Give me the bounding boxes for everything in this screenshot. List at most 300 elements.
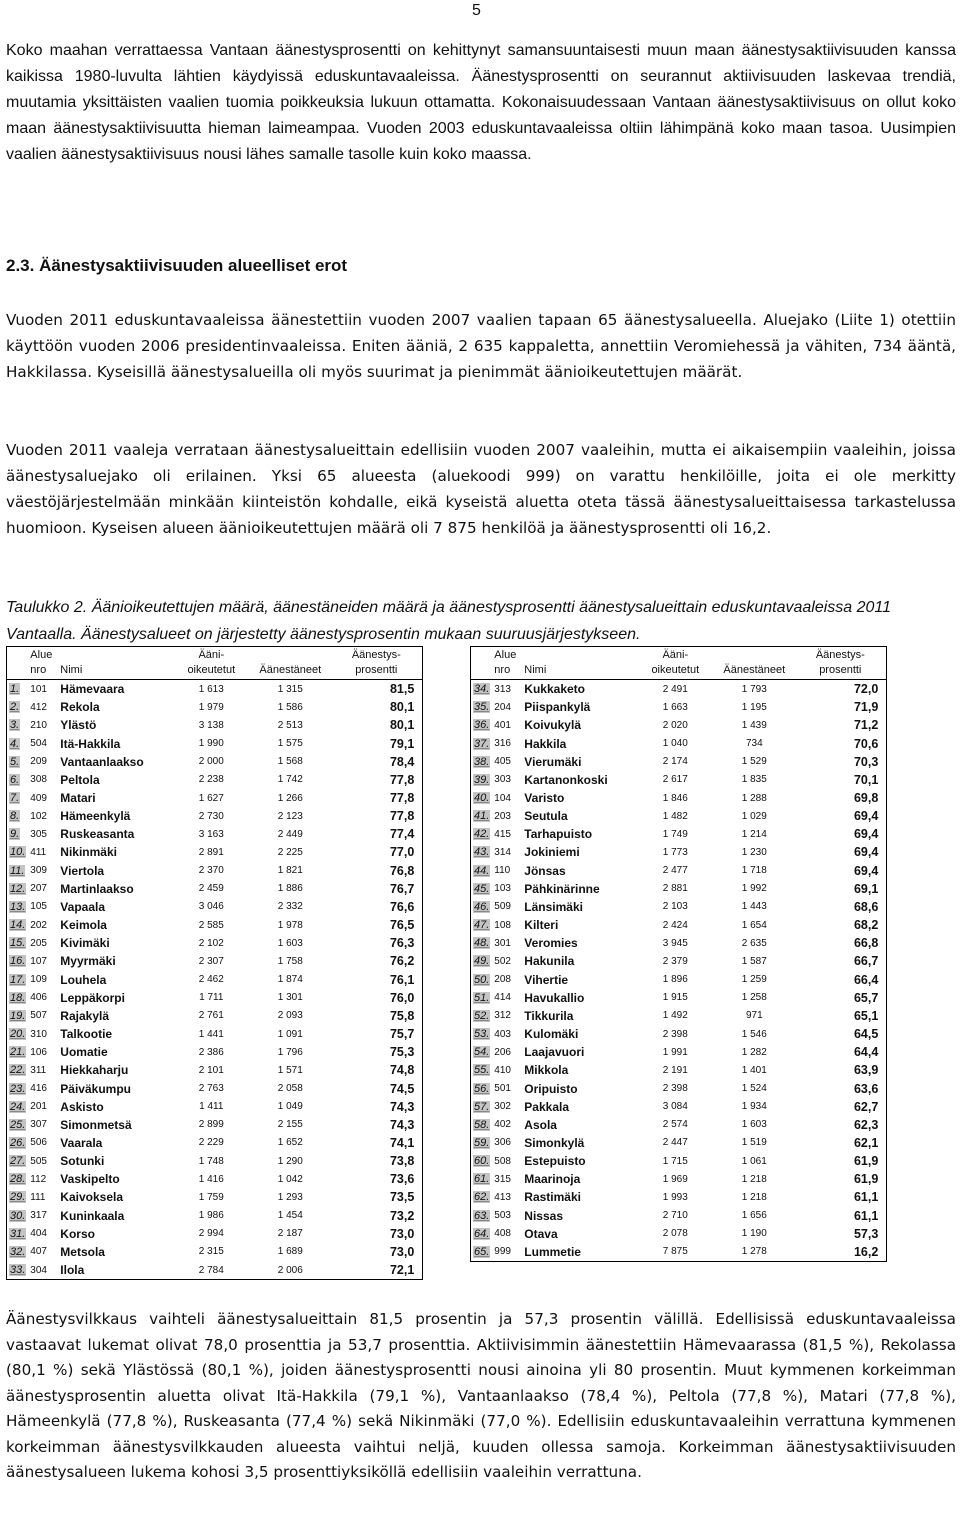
area-name-cell: Hämevaara: [60, 682, 125, 697]
area-code-cell: 413: [494, 1191, 511, 1203]
area-name-cell: Peltola: [60, 772, 100, 787]
area-name-cell: Varisto: [524, 791, 565, 806]
area-code-cell: 402: [494, 1119, 511, 1131]
rank-cell: 28.: [10, 1173, 26, 1186]
area-name-cell: Asola: [524, 1117, 557, 1132]
table-row: [7, 716, 423, 734]
voters-cell: 1 278: [741, 1246, 767, 1258]
turnout-cell: 74,1: [389, 1135, 415, 1150]
turnout-cell: 68,2: [853, 918, 879, 933]
table-row: [471, 734, 887, 752]
area-paragraph: Vuoden 2011 eduskuntavaaleissa äänestettiin vuoden 2007 vaalien tapaan 65 äänestysalueella. Aluejako (Liite 1) otettiin käyttöön vuoden 2006 presidentinvaaleissa. Eniten ääniä, 2 635 kappaletta, annettiin Veromiehessä ja vähiten, 734 ääntä, Hakkilassa. Kyseisillä äänestysalueilla oli myös suurimat ja pienimmät äänioikeutettujen määrät.: [6, 311, 956, 381]
voters-cell: 1 796: [277, 1046, 303, 1058]
rank-cell: 43.: [474, 846, 490, 859]
voters-cell: 1 315: [277, 683, 303, 695]
table-row: [471, 1134, 887, 1152]
voters-cell: 2 449: [277, 828, 303, 840]
table-row: [471, 952, 887, 970]
table-row: [7, 843, 423, 861]
turnout-cell: 72,0: [853, 682, 879, 697]
area-code-cell: 317: [30, 1210, 47, 1222]
turnout-cell: 69,8: [853, 791, 879, 806]
rank-cell: 2.: [10, 701, 20, 714]
area-name-cell: Matari: [60, 791, 96, 806]
rank-cell: 27.: [10, 1155, 26, 1168]
eligible-voters-cell: 2 730: [198, 810, 224, 822]
eligible-voters-cell: 2 459: [198, 883, 224, 895]
area-code-cell: 401: [494, 719, 511, 731]
table-row: [7, 734, 423, 752]
turnout-cell: 64,4: [853, 1045, 879, 1060]
area-code-cell: 312: [494, 1010, 511, 1022]
area-name-cell: Ylästö: [60, 718, 97, 733]
area-code-cell: 210: [30, 719, 47, 731]
eligible-voters-cell: 1 993: [662, 1191, 688, 1203]
eligible-voters-cell: 2 229: [198, 1137, 224, 1149]
area-name-cell: Kaivoksela: [60, 1190, 124, 1205]
eligible-voters-cell: 2 617: [662, 774, 688, 786]
turnout-cell: 76,6: [389, 899, 415, 914]
rank-cell: 54.: [474, 1046, 490, 1059]
area-code-cell: 209: [30, 756, 47, 768]
voters-cell: 734: [745, 738, 763, 750]
rank-cell: 57.: [474, 1100, 490, 1113]
rank-cell: 5.: [10, 755, 20, 768]
turnout-cell: 77,8: [389, 772, 415, 787]
area-name-cell: Kivimäki: [60, 936, 110, 951]
area-name-cell: Estepuisto: [524, 1154, 586, 1169]
turnout-cell: 70,1: [853, 772, 879, 787]
table-row: [471, 716, 887, 734]
voters-cell: 1 029: [741, 810, 767, 822]
voters-cell: 1 529: [741, 756, 767, 768]
table-row: [471, 1007, 887, 1025]
table-row: [7, 1225, 423, 1243]
area-name-cell: Otava: [524, 1226, 558, 1241]
rank-cell: 45.: [474, 882, 490, 895]
table-row: [471, 1152, 887, 1170]
voters-cell: 2 123: [277, 810, 303, 822]
rank-cell: 34.: [474, 683, 490, 696]
turnout-cell: 70,3: [853, 754, 879, 769]
rank-cell: 61.: [474, 1173, 490, 1186]
area-name-cell: Ruskeasanta: [60, 827, 135, 842]
area-code-cell: 414: [494, 992, 511, 1004]
voters-cell: 1 587: [741, 955, 767, 967]
eligible-voters-cell: 1 416: [198, 1173, 224, 1185]
rank-cell: 60.: [474, 1155, 490, 1168]
area-name-cell: Kulomäki: [524, 1027, 579, 1042]
voters-cell: 1 454: [277, 1210, 303, 1222]
table-row: [471, 843, 887, 861]
area-code-cell: 205: [30, 937, 47, 949]
turnout-cell: 66,4: [853, 972, 879, 987]
area-name-cell: Hakkila: [524, 736, 567, 751]
header-oikeutetut: oikeutetut: [172, 662, 250, 680]
table-row: [471, 1116, 887, 1134]
table-row: [471, 1243, 887, 1262]
area-name-cell: Simonmetsä: [60, 1117, 132, 1132]
rank-cell: 39.: [474, 773, 490, 786]
area-code-cell: 103: [494, 883, 511, 895]
turnout-cell: 64,5: [853, 1027, 879, 1042]
eligible-voters-cell: 1 846: [662, 792, 688, 804]
table-row: [7, 1007, 423, 1025]
rank-cell: 62.: [474, 1191, 490, 1204]
voters-cell: 1 603: [741, 1119, 767, 1131]
table-row: [471, 1061, 887, 1079]
table-row: [471, 1170, 887, 1188]
area-code-cell: 404: [30, 1228, 47, 1240]
eligible-voters-cell: 2 462: [198, 974, 224, 986]
area-name-cell: Hämeenkylä: [60, 809, 131, 824]
eligible-voters-cell: 1 411: [199, 1101, 224, 1113]
results-table-right: [470, 646, 887, 1262]
area-code-cell: 307: [30, 1119, 47, 1131]
area-code-cell: 304: [30, 1264, 47, 1276]
area-name-cell: Seutula: [524, 809, 568, 824]
rank-cell: 21.: [10, 1046, 26, 1059]
turnout-cell: 77,4: [389, 827, 415, 842]
table-row: [7, 1025, 423, 1043]
area-code-cell: 111: [30, 1191, 46, 1203]
area-code-cell: 509: [494, 901, 511, 913]
area-code-cell: 313: [494, 683, 511, 695]
turnout-cell: 78,4: [389, 754, 415, 769]
rank-cell: 47.: [474, 919, 490, 932]
area-code-cell: 310: [30, 1028, 47, 1040]
eligible-voters-cell: 2 398: [662, 1083, 688, 1095]
rank-cell: 63.: [474, 1209, 490, 1222]
area-code-cell: 306: [494, 1137, 511, 1149]
eligible-voters-cell: 2 477: [662, 865, 688, 877]
table-row: [7, 789, 423, 807]
table-row: [7, 971, 423, 989]
area-code-cell: 102: [30, 810, 47, 822]
area-name-cell: Vantaanlaakso: [60, 754, 144, 769]
section-heading: 2.3. Äänestysaktiivisuuden alueelliset erot: [6, 256, 348, 275]
rank-cell: 48.: [474, 937, 490, 950]
area-name-cell: Lummetie: [524, 1244, 581, 1259]
voters-cell: 2 187: [277, 1228, 303, 1240]
area-code-cell: 203: [494, 810, 511, 822]
eligible-voters-cell: 3 046: [198, 901, 224, 913]
eligible-voters-cell: 3 138: [198, 719, 224, 731]
rank-cell: 16.: [10, 955, 26, 968]
voters-cell: 1 546: [741, 1028, 767, 1040]
rank-cell: 10.: [10, 846, 26, 859]
voters-cell: 1 519: [741, 1137, 767, 1149]
eligible-voters-cell: 2 103: [662, 901, 688, 913]
eligible-voters-cell: 2 238: [198, 774, 224, 786]
voters-cell: 1 934: [741, 1101, 767, 1113]
voters-cell: 1 652: [277, 1137, 303, 1149]
rank-cell: 14.: [10, 919, 26, 932]
turnout-cell: 74,3: [389, 1099, 415, 1114]
summary-paragraph: Äänestysvilkkaus vaihteli äänestysalueittain 81,5 prosentin ja 57,3 prosentin välillä. Edellisissä eduskuntavaaleissa vastaavat lukemat olivat 78,0 prosenttia ja 53,7 prosenttia. Aktiivisimmin äänestettiin Hämevaarassa (81,5 %), Rekolassa (80,1 %) sekä Ylästössä (80,1 %), joiden äänestysprosentti nousi ainoina yli 80 prosentin. Muut kymmenen korkeimman äänestysprosentin aluetta olivat Itä-Hakkila (79,1 %), Vantaanlaakso (78,4 %), Peltola (77,8 %), Matari (77,8 %), Hämeenkylä (77,8 %), Ruskeasanta (77,4 %) sekä Nikinmäki (77,0 %). Edellisiin eduskuntavaaleihin verrattuna kymmenen korkeimman äänestysvilkkauden alueesta vaihtui neljä, kuuden ollessa samoja. Korkeimman äänestysaktiivisuuden äänestysalueen lukema kohosi 3,5 prosenttiyksiköllä edellisiin vaaleihin verrattuna.: [6, 1310, 956, 1481]
turnout-cell: 66,8: [853, 936, 879, 951]
area-name-cell: Itä-Hakkila: [60, 736, 121, 751]
rank-cell: 36.: [474, 719, 490, 732]
voters-cell: 2 513: [277, 719, 303, 731]
area-name-cell: Havukallio: [524, 990, 585, 1005]
area-code-cell: 405: [494, 756, 511, 768]
area-name-cell: Pakkala: [524, 1099, 570, 1114]
table-row: [471, 807, 887, 825]
eligible-voters-cell: 2 174: [662, 756, 688, 768]
area-code-cell: 403: [494, 1028, 511, 1040]
voters-cell: 1 874: [277, 974, 303, 986]
table-row: [471, 698, 887, 716]
rank-cell: 55.: [474, 1064, 490, 1077]
area-name-cell: Tarhapuisto: [524, 827, 593, 842]
eligible-voters-cell: 2 102: [198, 937, 224, 949]
turnout-cell: 63,9: [853, 1063, 879, 1078]
rank-cell: 6.: [10, 773, 20, 786]
area-name-cell: Rekola: [60, 700, 100, 715]
voters-cell: 1 061: [741, 1155, 767, 1167]
table-row: [471, 1043, 887, 1061]
area-code-cell: 315: [494, 1173, 511, 1185]
area-name-cell: Martinlaakso: [60, 881, 134, 896]
table-row: [7, 825, 423, 843]
table-row: [7, 1188, 423, 1206]
turnout-cell: 61,1: [853, 1190, 879, 1205]
rank-cell: 11.: [10, 864, 25, 877]
area-code-cell: 206: [494, 1046, 511, 1058]
table-row: [7, 1134, 423, 1152]
voters-cell: 1 568: [277, 756, 303, 768]
table-row: [7, 698, 423, 716]
voters-cell: 2 006: [277, 1264, 303, 1276]
voters-cell: 1 293: [277, 1191, 303, 1203]
area-code-cell: 112: [30, 1173, 47, 1185]
table-row: [471, 825, 887, 843]
turnout-cell: 16,2: [853, 1244, 879, 1259]
area-code-cell: 204: [494, 701, 511, 713]
voters-cell: 1 401: [741, 1064, 767, 1076]
turnout-cell: 76,5: [389, 918, 415, 933]
eligible-voters-cell: 2 000: [198, 756, 224, 768]
turnout-cell: 69,1: [853, 881, 879, 896]
voters-cell: 1 190: [741, 1228, 767, 1240]
rank-cell: 50.: [474, 973, 490, 986]
voters-cell: 1 443: [741, 901, 767, 913]
rank-cell: 44.: [474, 864, 490, 877]
rank-cell: 30.: [10, 1209, 26, 1222]
area-code-cell: 316: [494, 738, 511, 750]
area-name-cell: Simonkylä: [524, 1135, 585, 1150]
voters-cell: 1 042: [277, 1173, 303, 1185]
eligible-voters-cell: 1 711: [199, 992, 224, 1004]
comparison-paragraph: Vuoden 2011 vaaleja verrataan äänestysalueittain edellisiin vuoden 2007 vaaleihin, mutta ei aikaisempiin vaaleihin, joissa äänestysaluejako oli erilainen. Yksi 65 alueesta (aluekoodi 999) on varattu henkilöille, joita ei ole merkitty väestöjärjestelmään minkään kiinteistön kohdalle, eikä kyseistä aluetta oteta tässä äänestysalueittaisessa tarkastelussa huomioon. Kyseisen alueen äänioikeutettujen määrä oli 7 875 henkilöä ja äänestysprosentti oli 16,2.: [6, 441, 956, 537]
area-code-cell: 314: [494, 846, 511, 858]
eligible-voters-cell: 2 379: [662, 955, 688, 967]
area-code-cell: 505: [30, 1155, 47, 1167]
rank-cell: 52.: [474, 1009, 490, 1022]
table-row: [471, 880, 887, 898]
eligible-voters-cell: 2 881: [662, 883, 688, 895]
area-name-cell: Rastimäki: [524, 1190, 581, 1205]
voters-cell: 1 835: [741, 774, 767, 786]
area-name-cell: Kilteri: [524, 918, 559, 933]
eligible-voters-cell: 2 398: [662, 1028, 688, 1040]
table-row: [471, 971, 887, 989]
turnout-cell: 77,0: [389, 845, 415, 860]
voters-cell: 1 571: [277, 1064, 303, 1076]
rank-cell: 38.: [474, 755, 490, 768]
area-code-cell: 507: [30, 1010, 47, 1022]
voters-cell: 1 214: [741, 828, 767, 840]
table-row: [471, 680, 887, 699]
voters-cell: 1 288: [741, 792, 767, 804]
voters-cell: 1 689: [277, 1246, 303, 1258]
area-code-cell: 109: [30, 974, 47, 986]
turnout-cell: 77,8: [389, 809, 415, 824]
area-code-cell: 411: [30, 846, 47, 858]
eligible-voters-cell: 1 990: [198, 738, 224, 750]
header-nimi: Nimi: [58, 662, 172, 680]
eligible-voters-cell: 2 307: [198, 955, 224, 967]
eligible-voters-cell: 3 945: [662, 937, 688, 949]
rank-cell: 7.: [10, 792, 20, 805]
header-oikeutetut: oikeutetut: [636, 662, 714, 680]
turnout-cell: 76,0: [389, 990, 415, 1005]
voters-cell: 1 218: [741, 1173, 767, 1185]
turnout-cell: 69,4: [853, 845, 879, 860]
table-row: [7, 1207, 423, 1225]
area-name-cell: Kartanonkoski: [524, 772, 608, 787]
voters-cell: 1 230: [741, 846, 767, 858]
turnout-cell: 69,4: [853, 863, 879, 878]
table-row: [7, 680, 423, 699]
turnout-cell: 75,8: [389, 1008, 415, 1023]
table-row: [7, 1152, 423, 1170]
eligible-voters-cell: 1 040: [662, 738, 688, 750]
rank-cell: 25.: [10, 1118, 26, 1131]
header-nimi: Nimi: [522, 662, 636, 680]
turnout-cell: 74,3: [389, 1117, 415, 1132]
eligible-voters-cell: 1 773: [662, 846, 688, 858]
turnout-cell: 57,3: [853, 1226, 879, 1241]
table-row: [7, 771, 423, 789]
eligible-voters-cell: 2 585: [198, 919, 224, 931]
rank-cell: 37.: [474, 737, 490, 750]
turnout-cell: 61,9: [853, 1172, 879, 1187]
header-alue: Alue: [492, 647, 522, 663]
eligible-voters-cell: 1 715: [662, 1155, 688, 1167]
turnout-cell: 75,7: [389, 1027, 415, 1042]
rank-cell: 19.: [10, 1009, 26, 1022]
rank-cell: 64.: [474, 1227, 490, 1240]
rank-cell: 41.: [474, 810, 490, 823]
turnout-cell: 74,5: [389, 1081, 415, 1096]
area-code-cell: 208: [494, 974, 511, 986]
eligible-voters-cell: 1 896: [662, 974, 688, 986]
eligible-voters-cell: 1 663: [662, 701, 688, 713]
header-aanestys: Äänestys-: [330, 647, 423, 663]
area-name-cell: Askisto: [60, 1099, 104, 1114]
eligible-voters-cell: 1 441: [198, 1028, 224, 1040]
turnout-cell: 76,7: [389, 881, 415, 896]
table-row: [7, 1243, 423, 1261]
eligible-voters-cell: 2 447: [662, 1137, 688, 1149]
area-code-cell: 110: [494, 865, 511, 877]
rank-cell: 58.: [474, 1118, 490, 1131]
eligible-voters-cell: 2 191: [662, 1064, 688, 1076]
table-row: [7, 753, 423, 771]
turnout-cell: 61,1: [853, 1208, 879, 1223]
eligible-voters-cell: 2 710: [662, 1210, 688, 1222]
table-row: [471, 934, 887, 952]
voters-cell: 1 718: [741, 865, 767, 877]
table-row: [471, 989, 887, 1007]
table-row: [7, 1079, 423, 1097]
eligible-voters-cell: 2 370: [198, 865, 224, 877]
area-code-cell: 503: [494, 1210, 511, 1222]
rank-cell: 65.: [474, 1245, 490, 1258]
eligible-voters-cell: 2 784: [198, 1264, 224, 1276]
voters-cell: 1 586: [277, 701, 303, 713]
eligible-voters-cell: 3 084: [662, 1101, 688, 1113]
page-number: 5: [472, 2, 481, 19]
rank-cell: 23.: [10, 1082, 26, 1095]
voters-cell: 1 886: [277, 883, 303, 895]
voters-cell: 1 603: [277, 937, 303, 949]
voters-cell: 1 992: [741, 883, 767, 895]
turnout-cell: 71,9: [853, 700, 879, 715]
table-row: [471, 916, 887, 934]
voters-cell: 1 656: [741, 1210, 767, 1222]
rank-cell: 26.: [10, 1136, 26, 1149]
eligible-voters-cell: 1 749: [662, 828, 688, 840]
eligible-voters-cell: 7 875: [662, 1246, 688, 1258]
eligible-voters-cell: 2 424: [662, 919, 688, 931]
area-code-cell: 105: [30, 901, 47, 913]
area-code-cell: 106: [30, 1046, 47, 1058]
area-name-cell: Maarinoja: [524, 1172, 581, 1187]
area-code-cell: 104: [494, 792, 511, 804]
intro-paragraph: Koko maahan verrattaessa Vantaan äänestysprosentti on kehittynyt samansuuntaisesti muun maan äänestysaktiivisuuden kanssa kaikissa 1980-luvulta lähtien käydyissä eduskuntavaaleissa. Äänestysprosentti on seurannut aktiivisuuden laskevaa trendiä, muutamia yksittäisten vaalien tuomia poikkeuksia lukuun ottamatta. Kokonaisuudessaan Vantaan äänestysaktiivisuus on ollut koko maan äänestysaktiivisuutta hieman laimeampaa. Vuoden 2003 eduskuntavaaleissa oltiin lähimpänä koko maan tasoa. Uusimpien vaalien äänestysaktiivisuus nousi lähes samalle tasolle kuin koko maassa.: [6, 42, 956, 163]
voters-cell: 1 575: [277, 738, 303, 750]
area-name-cell: Mikkola: [524, 1063, 569, 1078]
turnout-cell: 65,7: [853, 990, 879, 1005]
area-code-cell: 308: [30, 774, 47, 786]
turnout-cell: 62,1: [853, 1135, 879, 1150]
table-row: [7, 916, 423, 934]
area-name-cell: Jönsas: [524, 863, 566, 878]
eligible-voters-cell: 1 986: [198, 1210, 224, 1222]
area-name-cell: Päiväkumpu: [60, 1081, 131, 1096]
turnout-cell: 61,9: [853, 1154, 879, 1169]
rank-cell: 22.: [10, 1064, 26, 1077]
area-name-cell: Piispankylä: [524, 700, 591, 715]
turnout-cell: 81,5: [389, 682, 415, 697]
area-name-cell: Nissas: [524, 1208, 563, 1223]
rank-cell: 33.: [10, 1264, 26, 1277]
table-row: [471, 1188, 887, 1206]
area-name-cell: Rajakylä: [60, 1008, 109, 1023]
area-name-cell: Pähkinärinne: [524, 881, 600, 896]
rank-cell: 42.: [474, 828, 490, 841]
area-name-cell: Uomatie: [60, 1045, 108, 1060]
rank-cell: 40.: [474, 792, 490, 805]
table-row: [7, 1043, 423, 1061]
area-code-cell: 501: [494, 1083, 511, 1095]
area-code-cell: 504: [30, 738, 47, 750]
turnout-cell: 79,1: [389, 736, 415, 751]
area-code-cell: 502: [494, 955, 511, 967]
